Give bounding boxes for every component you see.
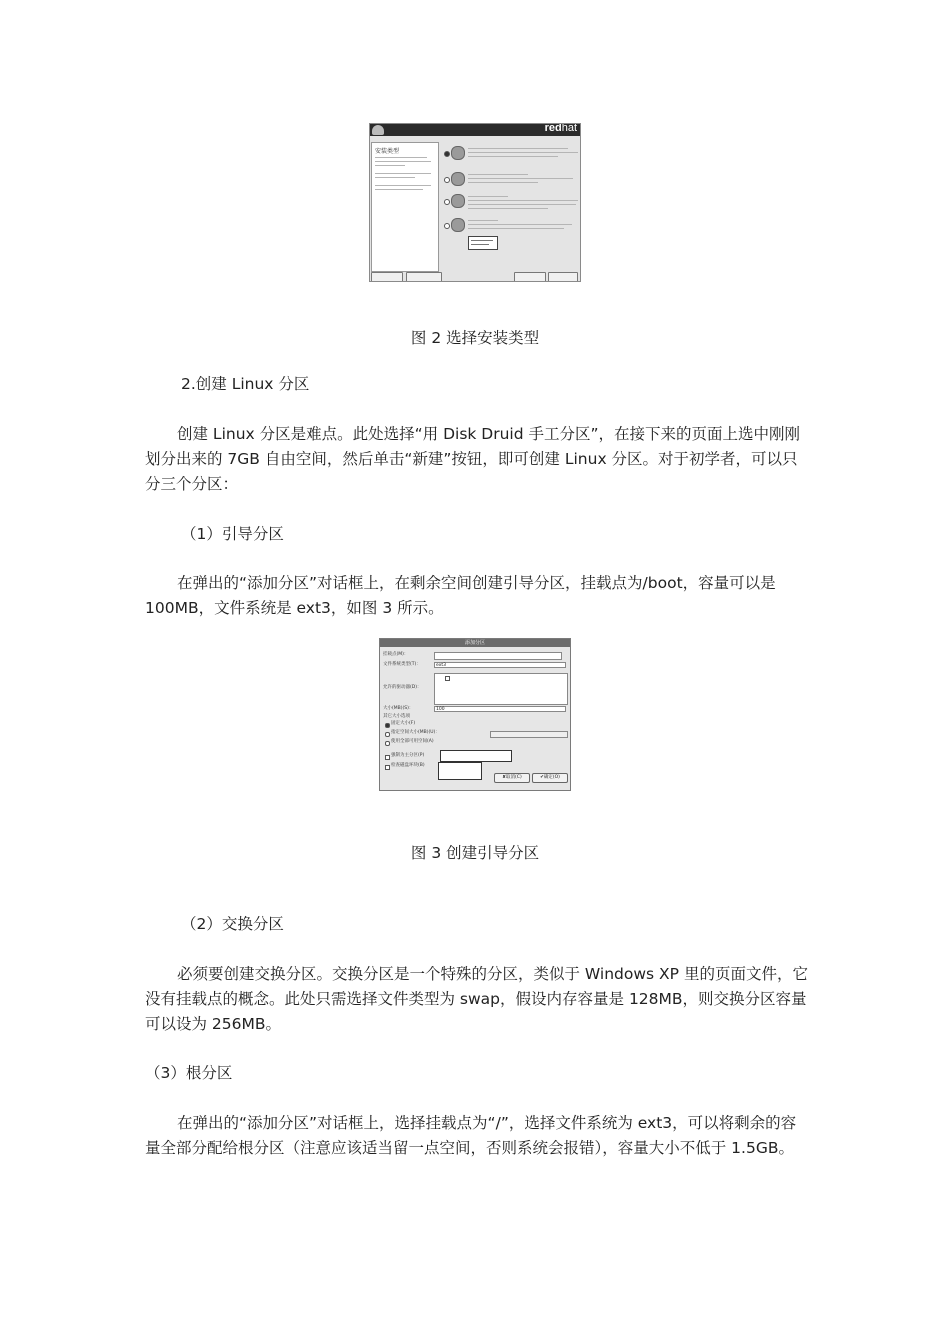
figure-3-add-partition-dialog (379, 638, 571, 791)
server-icon (451, 194, 465, 208)
release-notes-button[interactable] (406, 272, 442, 282)
help-text-line (375, 157, 427, 158)
fs-type-label: 文件系统类型(T)： (383, 662, 421, 667)
dialog-title: 添加分区 (380, 639, 570, 647)
other-size-options-label: 其它大小选项 (383, 714, 410, 719)
fill-upto-input[interactable] (490, 731, 568, 738)
help-text-line (375, 165, 405, 166)
radio-icon[interactable] (444, 223, 450, 229)
size-label: 大小(MB)(S)： (383, 706, 414, 711)
help-text-line (375, 177, 415, 178)
allowable-drives-label: 允许的驱动器(D)： (383, 685, 422, 690)
installer-top-bar (370, 124, 580, 136)
fill-all-label: 使用全部可用空间(A) (391, 739, 434, 744)
size-input[interactable]: 100 (434, 706, 566, 712)
check-bad-blocks-label: 检查磁盘坏块(B) (391, 763, 425, 768)
annotation-callout (468, 236, 498, 250)
install-option-server[interactable] (444, 194, 578, 214)
fs-type-select[interactable]: ext3 (434, 662, 566, 668)
annotation-bubble (440, 750, 512, 762)
install-option-custom[interactable] (444, 218, 578, 238)
custom-icon (451, 218, 465, 232)
fixed-size-radio[interactable] (385, 723, 390, 728)
back-button[interactable] (514, 272, 546, 282)
radio-icon[interactable] (444, 151, 450, 157)
ok-button[interactable]: ✔确定(O) (532, 773, 568, 783)
subsection-1-paragraph: 在弹出的“添加分区”对话框上，在剩余空间创建引导分区，挂载点为/boot，容量可以是 100MB，文件系统是 ext3，如图 3 所示。 (145, 574, 776, 617)
subsection-1-heading: （1）引导分区 (181, 525, 284, 543)
drive-checkbox[interactable] (445, 676, 450, 681)
next-button[interactable] (548, 272, 578, 282)
redhat-hat-icon (372, 125, 384, 135)
check-bad-blocks-checkbox[interactable] (385, 765, 390, 770)
force-primary-label: 强制为主分区(P) (391, 753, 425, 758)
section-2-paragraph: 创建 Linux 分区是难点。此处选择“用 Disk Druid 手工分区”，在接下来的页面上选中刚刚划分出来的 7GB 自由空间，然后单击“新建”按钮，即可创建 Linux 分区。对于初学者，可以只分三个分区： (145, 425, 801, 493)
section-2-heading: 2.创建 Linux 分区 (181, 375, 310, 393)
radio-icon[interactable] (444, 199, 450, 205)
redhat-logo: redhat (544, 123, 577, 134)
cancel-button[interactable]: ✘取消(C) (494, 773, 530, 783)
fill-all-radio[interactable] (385, 741, 390, 746)
fixed-size-label: 固定大小(F) (391, 721, 416, 726)
drive-list[interactable] (434, 673, 568, 705)
help-pane (371, 142, 439, 272)
figure-2-install-type-screenshot (369, 123, 581, 282)
mount-point-label: 挂载点(M)： (383, 652, 409, 657)
hide-help-button[interactable] (371, 272, 403, 282)
figure-2-caption: 图 2 选择安装类型 (410, 329, 540, 347)
subsection-2-paragraph: 必须要创建交换分区。交换分区是一个特殊的分区，类似于 Windows XP 里的页面文件，它没有挂载点的概念。此处只需选择文件类型为 swap，假设内存容量是 128MB，则交换分区容量可以设为 256MB。 (145, 965, 808, 1033)
subsection-3-paragraph: 在弹出的“添加分区”对话框上，选择挂载点为“/”，选择文件系统为 ext3，可以将剩余的容量全部分配给根分区（注意应该适当留一点空间，否则系统会报错），容量大小不低于 1.5GB。 (145, 1114, 797, 1157)
help-text-line (375, 173, 431, 174)
radio-icon[interactable] (444, 177, 450, 183)
subsection-2-heading: （2）交换分区 (181, 915, 284, 933)
help-pane-title: 安装类型 (375, 148, 400, 155)
desktop-icon (451, 146, 465, 160)
annotation-bubble (438, 762, 482, 780)
install-option-workstation[interactable] (444, 172, 578, 192)
fill-upto-radio[interactable] (385, 732, 390, 737)
force-primary-checkbox[interactable] (385, 755, 390, 760)
help-text-line (375, 185, 431, 186)
subsection-3-heading: （3）根分区 (145, 1064, 233, 1082)
help-text-line (375, 189, 423, 190)
figure-3-caption: 图 3 创建引导分区 (410, 844, 540, 862)
install-option-personal[interactable] (444, 146, 578, 166)
fill-upto-label: 指定空间大小(MB)(U)： (391, 730, 440, 735)
workstation-icon (451, 172, 465, 186)
mount-point-combo[interactable] (434, 652, 562, 660)
help-text-line (375, 161, 431, 162)
